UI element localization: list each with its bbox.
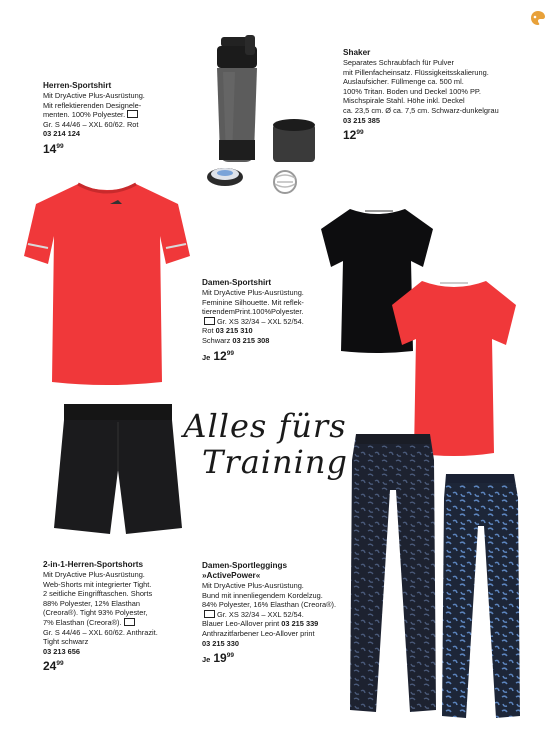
description-line: 100% Tritan. Boden und Deckel 100% PP. — [343, 86, 481, 96]
variant-line: Anthrazitfarbener Leo-Allover print — [202, 628, 315, 638]
description-line: menten. 100% Polyester. — [43, 110, 203, 120]
article-number: 03 214 124 — [43, 129, 80, 139]
variant-line: Tight schwarz — [43, 637, 89, 647]
herren-sportshirt-image — [18, 176, 196, 388]
description-line: Feminine Silhouette. Mit reflek- — [202, 297, 304, 307]
product-title: Shaker — [343, 48, 371, 57]
article-number: 03 213 656 — [43, 646, 80, 656]
article-number: 03 215 330 — [202, 638, 239, 648]
description-line: Auslaufsicher. Füllmenge ca. 500 ml. — [343, 77, 464, 87]
size-line: Gr. XS 32/34 – XXL 52/54. — [202, 610, 377, 620]
herren-sportshirt-text — [43, 81, 203, 155]
damen-sportshirt-text — [202, 278, 342, 362]
article-number: 03 215 385 — [343, 115, 380, 125]
wash-care-icon — [204, 317, 215, 325]
description-line: Separates Schraubfach für Pulver — [343, 58, 454, 67]
description-line: tierendemPrint.100%Polyester. — [202, 307, 304, 317]
variant-line: Rot 03 215 310 — [202, 326, 253, 336]
price: $12^{99}$ — [343, 128, 364, 143]
headline — [180, 408, 350, 480]
description-line: Mit reflektierenden Designele- — [43, 100, 142, 110]
description-line: Mischspirale Stahl. Höhe inkl. Deckel — [343, 96, 465, 106]
description-line: mit Pillenfacheinsatz. Flüssigkeitsskalierung. — [343, 67, 489, 77]
description-line: Mit DryActive Plus-Ausrüstung. — [43, 91, 145, 100]
product-title: Herren-Sportshirt — [43, 81, 112, 90]
description-line: Mit DryActive Plus-Ausrüstung. — [43, 570, 145, 579]
description-line: Bund mit innenliegendem Kordelzug. — [202, 590, 323, 600]
description-line: 2 seitliche Eingrifftaschen. Shorts — [43, 589, 153, 599]
headline-line-1: Alles fürs — [183, 407, 347, 445]
size-line: Gr. S 44/46 – XXL 60/62. Rot — [43, 119, 139, 129]
description-line: 88% Polyester, 12% Elasthan — [43, 598, 140, 608]
tchibo-logo-icon — [530, 10, 546, 26]
wash-care-icon — [127, 110, 138, 118]
description-line: 84% Polyester, 16% Elasthan (Creora®). — [202, 600, 337, 610]
price: Je $12^{99}$ — [202, 348, 234, 363]
description-line: (Creora®). Tight 93% Polyester, — [43, 608, 148, 618]
headline-line-2: Training — [202, 443, 348, 481]
wash-care-icon — [124, 618, 135, 626]
product-title: 2-in-1-Herren-Sportshorts — [43, 560, 144, 569]
shaker-text — [343, 48, 553, 141]
description-line: Mit DryActive Plus-Ausrüstung. — [202, 581, 304, 590]
description-line: ca. 23,5 cm. Ø ca. 7,5 cm. Schwarz-dunkelgrau — [343, 105, 499, 115]
variant-line: Blauer Leo-Allover print 03 215 339 — [202, 619, 319, 629]
product-title: Damen-Sportshirt — [202, 278, 272, 287]
shaker-image — [205, 32, 335, 197]
herren-shorts-image — [52, 400, 184, 540]
description-line: Web-Shorts mit integrierter Tight. — [43, 579, 152, 589]
price: $14^{99}$ — [43, 141, 64, 156]
price: Je $19^{99}$ — [202, 651, 234, 666]
damen-leggings-text — [202, 561, 377, 665]
size-line: Gr. S 44/46 – XXL 60/62. Anthrazit. — [43, 627, 158, 637]
variant-line: Schwarz 03 215 308 — [202, 335, 270, 345]
herren-shorts-text — [43, 560, 203, 672]
size-line: Gr. XS 32/34 – XXL 52/54. — [202, 317, 342, 327]
price: $24^{99}$ — [43, 659, 64, 674]
leggings-blue-image — [430, 470, 530, 720]
description-line: 7% Elasthan (Creora®). — [43, 618, 203, 628]
product-subtitle: »ActivePower« — [202, 571, 261, 580]
wash-care-icon — [204, 610, 215, 618]
product-title: Damen-Sportleggings — [202, 561, 288, 570]
description-line: Mit DryActive Plus-Ausrüstung. — [202, 288, 304, 297]
